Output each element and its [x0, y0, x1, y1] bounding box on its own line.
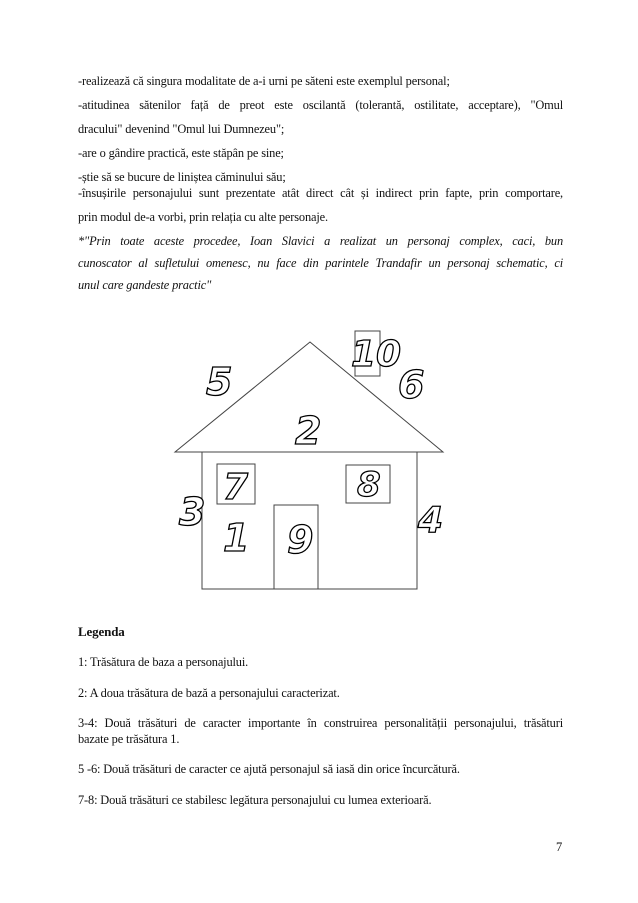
- legend-title: Legenda: [78, 624, 125, 639]
- number-7: 7: [223, 467, 249, 508]
- legend-item-1: 1: Trăsătura de baza a personajului.: [78, 655, 249, 669]
- number-6: 6: [398, 363, 425, 407]
- legend-item-5: 7-8: Două trăsături ce stabilesc legătura personajului cu lumea exterioară.: [78, 793, 432, 807]
- house-diagram: [170, 328, 445, 590]
- number-2: 2: [295, 409, 322, 453]
- text-line-1: -realizează că singura modalitate de a-i urni pe săteni este exemplul personal;: [78, 74, 450, 88]
- text-line-4: -are o gândire practică, este stăpân pe sine;: [78, 146, 284, 160]
- text-line-7: prin modul de-a vorbi, prin relația cu alte personaje.: [78, 210, 328, 224]
- text-line-3: dracului" devenind "Omul lui Dumnezeu";: [78, 122, 285, 136]
- quote-line-2: cunoscator al sufletului omenesc, nu face din parintele Trandafir un personaj schematic, ci: [78, 256, 563, 270]
- legend-item-4: 5 -6: Două trăsături de caracter ce ajută personajul să iasă din orice încurcătură.: [78, 762, 460, 776]
- number-8: 8: [357, 465, 381, 505]
- text-line-6: -însușirile personajului sunt prezentate atât direct cât și indirect prin fapte, prin comportare,: [78, 186, 563, 200]
- quote-line-1: *"Prin toate aceste procedee, Ioan Slavici a realizat un personaj complex, caci, bun: [78, 234, 563, 248]
- house-drawing: [170, 328, 445, 590]
- text-line-2: -atitudinea sătenilor față de preot este oscilantă (tolerantă, ostilitate, acceptare), "Omul: [78, 98, 563, 112]
- quote-line-3: unul care gandeste practic": [78, 278, 212, 292]
- page-number: 7: [556, 840, 563, 854]
- number-3: 3: [179, 490, 206, 534]
- legend-item-3-cont: bazate pe trăsătura 1.: [78, 732, 180, 746]
- number-5: 5: [206, 360, 233, 404]
- text-line-5: -știe să se bucure de liniștea căminului său;: [78, 170, 286, 184]
- number-4: 4: [418, 500, 444, 541]
- legend-item-3: 3-4: Două trăsături de caracter importante în construirea personalității personajului, trăsături: [78, 716, 563, 730]
- number-10: 10: [351, 334, 402, 375]
- legend-item-2: 2: A doua trăsătura de bază a personajului caracterizat.: [78, 686, 340, 700]
- number-1: 1: [223, 516, 250, 560]
- number-9: 9: [287, 518, 314, 562]
